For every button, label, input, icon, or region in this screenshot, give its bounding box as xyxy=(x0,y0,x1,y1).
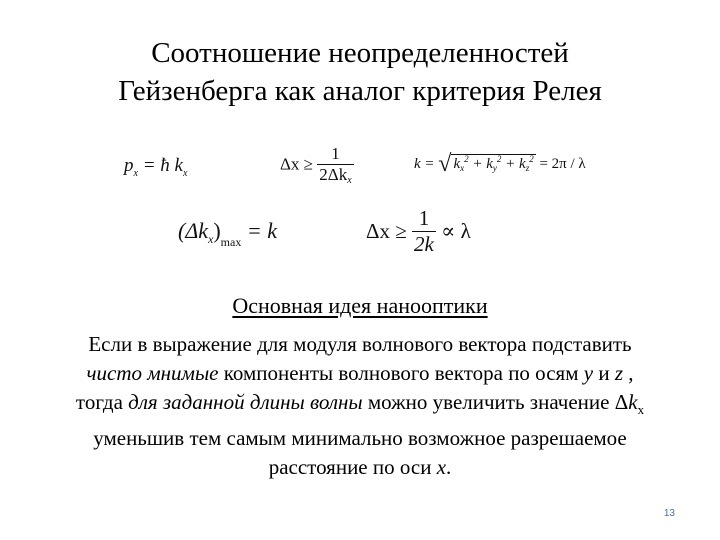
body-text xyxy=(10,330,710,482)
formula-max-dkx-max: max xyxy=(220,235,242,249)
body-line-5-x: x xyxy=(436,455,447,480)
body-line-3-italic: для заданной длины волны xyxy=(128,390,363,414)
body-line-2-z: z xyxy=(614,361,623,385)
formula-momentum-lhs-sub: x xyxy=(133,168,138,179)
body-line-1: Если в выражение для модуля волнового вектора подставить xyxy=(88,332,632,356)
body-line-3-start: тогда xyxy=(75,390,129,414)
formula-momentum-rhs-sub: x xyxy=(182,168,188,179)
body-line-2-italic: чисто мнимые xyxy=(86,361,219,385)
formula-uncertainty-dkx-lhs: Δx ≥ xyxy=(280,154,314,174)
formula-uncertainty-dkx-den-text: 2Δk xyxy=(319,165,348,184)
body-line-4: уменьшив тем самым минимально возможное разрешаемое xyxy=(93,426,627,451)
formula-resolution-limit-num: 1 xyxy=(418,206,430,230)
formula-uncertainty-dkx xyxy=(280,144,354,185)
formula-resolution-limit-frac xyxy=(412,206,436,257)
body-line-3-delta: Δ xyxy=(614,390,629,414)
formula-max-dkx-lhs: (Δk xyxy=(178,218,209,243)
body-line-2-y: y xyxy=(583,361,594,385)
formula-max-dkx-sub: x xyxy=(208,232,214,246)
formula-max-dkx-rhs: = k xyxy=(241,218,277,243)
radicand-k3-sub: z xyxy=(525,163,530,173)
body-line-2-and: и xyxy=(593,361,615,385)
radicand-k2-sup: 2 xyxy=(496,154,502,164)
formula-momentum-lhs: p xyxy=(124,155,134,176)
body-line-5 xyxy=(10,453,710,482)
body-line-2-end: , xyxy=(623,361,634,385)
radicand-k3: + k xyxy=(501,156,526,172)
formula-resolution-limit-den: 2k xyxy=(414,232,434,256)
radicand-k3-sup: 2 xyxy=(529,154,534,164)
section-title-text: Основная идея нанооптики xyxy=(232,293,488,318)
formula-uncertainty-dkx-den xyxy=(317,165,353,185)
body-line-5-end: . xyxy=(446,455,452,480)
radicand-k1-sup: 2 xyxy=(464,154,469,164)
formula-uncertainty-dkx-num: 1 xyxy=(331,144,340,163)
formula-wavevector-radicand xyxy=(451,154,535,172)
formula-resolution-limit-rhs: ∝ λ xyxy=(441,219,471,243)
radicand-k1: k xyxy=(453,156,461,172)
title-line-1: Соотношение неопределенностей xyxy=(151,37,569,69)
radicand-k2-sub: y xyxy=(492,163,497,173)
body-line-3-k: k xyxy=(628,390,638,414)
formula-resolution-limit-lhs: Δx ≥ xyxy=(366,219,407,243)
formula-momentum xyxy=(124,155,187,177)
title-line-2: Гейзенберга как аналог критерия Релея xyxy=(118,75,602,107)
formula-wavevector-lhs: k = xyxy=(414,156,439,172)
formula-max-dkx xyxy=(178,218,277,249)
section-title xyxy=(0,293,720,319)
page-number: 13 xyxy=(663,508,675,519)
formula-uncertainty-dkx-den-sub: x xyxy=(347,175,352,186)
formula-max-dkx-close: ) xyxy=(213,218,221,243)
formula-uncertainty-dkx-frac xyxy=(317,144,353,185)
formula-wavevector-rhs: = 2π / λ xyxy=(535,156,586,172)
body-line-3-mid: можно увеличить значение xyxy=(362,390,615,414)
formula-wavevector xyxy=(414,148,586,175)
body-line-5-start: расстояние по оси xyxy=(268,455,437,480)
slide-title xyxy=(0,34,720,110)
body-line-3-x: x xyxy=(637,402,645,418)
radicand-k2: + k xyxy=(468,156,493,172)
body-line-2-rest: компоненты волнового вектора по осям xyxy=(218,361,584,385)
body-line-3 xyxy=(10,388,710,424)
formula-resolution-limit xyxy=(366,206,471,257)
radicand-k1-sub: x xyxy=(460,163,465,173)
body-line-2 xyxy=(10,359,710,388)
formula-momentum-eq: = ħ k xyxy=(137,155,183,176)
sqrt-sign: √ xyxy=(438,151,452,177)
